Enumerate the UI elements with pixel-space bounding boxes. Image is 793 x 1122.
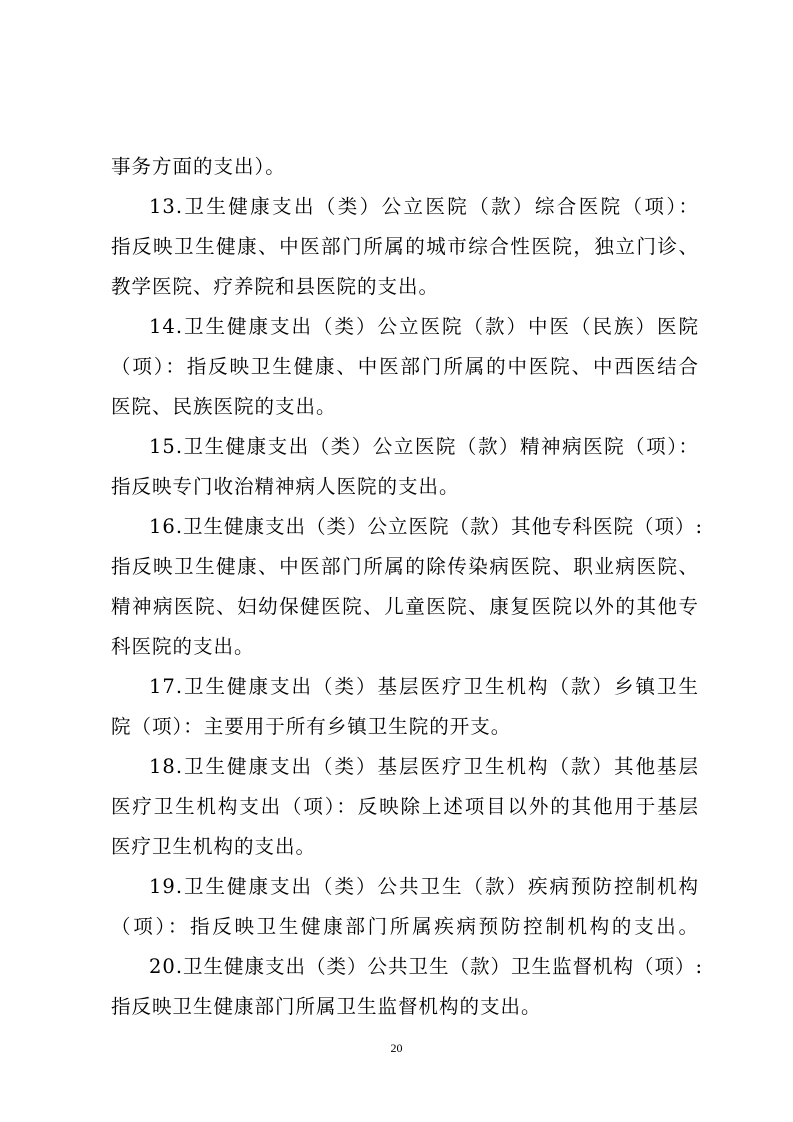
text-line: 科医院的支出。: [111, 635, 255, 658]
text-line: 指反映专门收治精神病人医院的支出。: [111, 475, 460, 498]
paragraph-20-heading: 20.卫生健康支出（类）公共卫生（款）卫生监督机构（项）:: [149, 955, 704, 978]
text-line: 医院、民族医院的支出。: [111, 395, 337, 418]
text-line: 医疗卫生机构的支出。: [111, 835, 317, 858]
text-line: （项）：指反映卫生健康、中医部门所属的中医院、中西医结合: [111, 355, 699, 378]
text-line: 医疗卫生机构支出（项）：反映除上述项目以外的其他用于基层: [111, 795, 699, 818]
text-line: 事务方面的支出）。: [111, 155, 286, 178]
paragraph-17-heading: 17.卫生健康支出（类）基层医疗卫生机构（款）乡镇卫生: [149, 675, 699, 698]
text-line: （项）：指反映卫生健康部门所属疾病预防控制机构的支出。: [111, 915, 699, 938]
text-line: 教学医院、疗养院和县医院的支出。: [111, 275, 440, 298]
paragraph-14-heading: 14.卫生健康支出（类）公立医院（款）中医（民族）医院: [149, 315, 699, 338]
text-line: 指反映卫生健康部门所属卫生监督机构的支出。: [111, 995, 542, 1018]
text-line: 院（项）：主要用于所有乡镇卫生院的开支。: [111, 715, 512, 738]
text-line: 指反映卫生健康、中医部门所属的城市综合性医院，独立门诊、: [111, 235, 699, 258]
paragraph-16-heading: 16.卫生健康支出（类）公立医院（款）其他专科医院（项）:: [149, 515, 704, 538]
paragraph-13-heading: 13.卫生健康支出（类）公立医院（款）综合医院（项）：: [149, 195, 699, 218]
paragraph-18-heading: 18.卫生健康支出（类）基层医疗卫生机构（款）其他基层: [149, 755, 699, 778]
text-line: 指反映卫生健康、中医部门所属的除传染病医院、职业病医院、: [111, 555, 699, 578]
paragraph-19-heading: 19.卫生健康支出（类）公共卫生（款）疾病预防控制机构: [149, 875, 699, 898]
text-line: 精神病医院、妇幼保健医院、儿童医院、康复医院以外的其他专: [111, 595, 699, 618]
paragraph-15-heading: 15.卫生健康支出（类）公立医院（款）精神病医院（项）：: [149, 435, 699, 458]
page-number: 20: [390, 1041, 403, 1055]
